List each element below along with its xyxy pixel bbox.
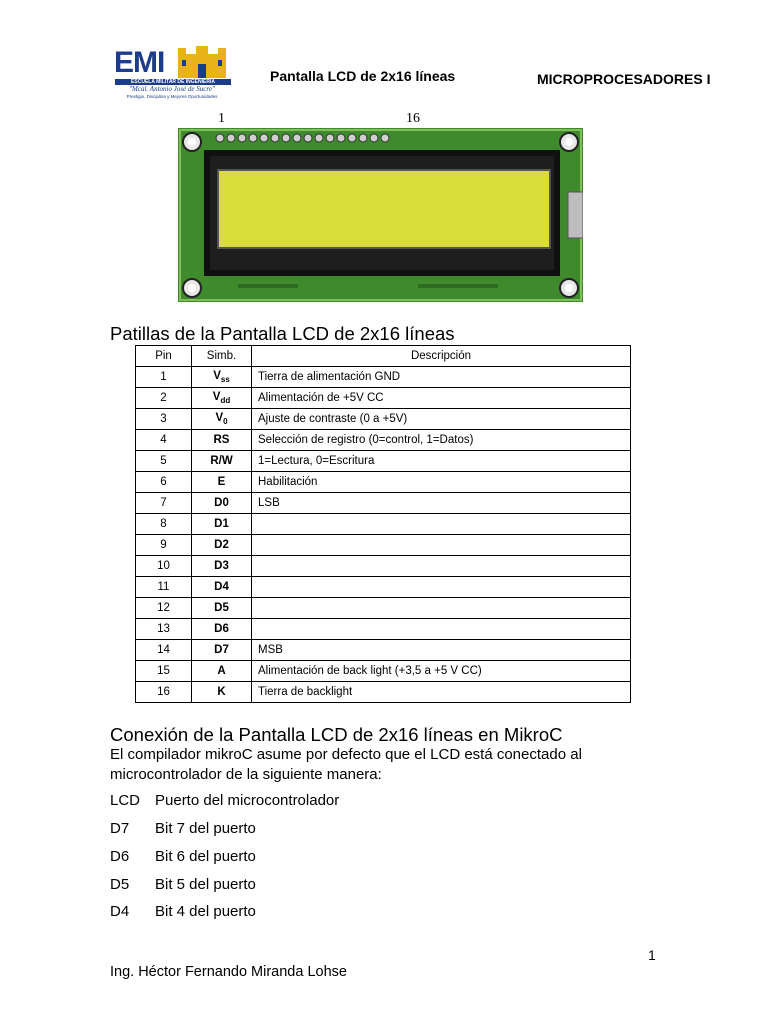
mapping-header [110, 792, 339, 809]
table-row [136, 640, 631, 661]
cell-symbol [192, 640, 252, 661]
logo-motto: "Mcal. Antonio José de Sucre" [129, 85, 215, 93]
cell-pin: 9 [136, 535, 192, 556]
mapping-right: Bit 7 del puerto [155, 820, 256, 837]
cell-symbol [192, 682, 252, 703]
mapping-right: Bit 6 del puerto [155, 848, 256, 865]
cell-pin: 8 [136, 514, 192, 535]
cell-symbol [192, 514, 252, 535]
header-course: MICROPROCESADORES I [537, 71, 711, 87]
mapping-row [110, 820, 256, 837]
cell-pin: 13 [136, 619, 192, 640]
cell-symbol [192, 451, 252, 472]
symbol-text: V [212, 391, 221, 403]
cell-description: LSB [252, 493, 631, 514]
symbol-text: V [213, 370, 221, 382]
cell-symbol [192, 661, 252, 682]
mapping-left: D5 [110, 876, 130, 893]
cell-pin: 4 [136, 430, 192, 451]
table-row [136, 472, 631, 493]
table-row [136, 619, 631, 640]
cell-symbol [192, 472, 252, 493]
mapping-left: D6 [110, 848, 130, 865]
cell-description: Ajuste de contraste (0 a +5V) [252, 409, 631, 430]
cell-symbol [192, 619, 252, 640]
table-row [136, 409, 631, 430]
symbol-text: D5 [214, 602, 229, 614]
column-header-description: Descripción [252, 346, 631, 367]
cell-pin: 6 [136, 472, 192, 493]
mapping-row [110, 876, 256, 893]
symbol-text: D3 [214, 560, 229, 572]
mapping-right: Puerto del microcontrolador [155, 792, 340, 809]
cell-pin: 7 [136, 493, 192, 514]
cell-pin: 11 [136, 577, 192, 598]
mapping-right: Bit 5 del puerto [155, 876, 256, 893]
pin-label-last: 16 [406, 111, 420, 126]
table-row [136, 661, 631, 682]
cell-symbol [192, 388, 252, 409]
symbol-text: D1 [214, 518, 229, 530]
cell-pin: 15 [136, 661, 192, 682]
cell-description [252, 577, 631, 598]
logo-slogan: Prestigio, Disciplina y Mejores Oportunidades [126, 94, 218, 99]
header-title: Pantalla LCD de 2x16 líneas [270, 68, 456, 84]
cell-symbol [192, 577, 252, 598]
mapping-left: D4 [110, 903, 130, 920]
intro-paragraph: El compilador mikroC asume por defecto que el LCD está conectado al microcontrolador de la siguiente manera: [110, 746, 582, 783]
table-row [136, 493, 631, 514]
cell-description: 1=Lectura, 0=Escritura [252, 451, 631, 472]
cell-pin: 16 [136, 682, 192, 703]
table-row [136, 430, 631, 451]
section-title-connection: Conexión de la Pantalla LCD de 2x16 líneas en MikroC [110, 724, 563, 745]
table-row [136, 682, 631, 703]
section-title-pins: Patillas de la Pantalla LCD de 2x16 líneas [110, 323, 455, 344]
cell-description: Alimentación de +5V CC [252, 388, 631, 409]
column-header-symbol: Simb. [192, 346, 252, 367]
cell-pin: 2 [136, 388, 192, 409]
cell-description: Alimentación de back light (+3,5 a +5 V CC) [252, 661, 631, 682]
table-row [136, 598, 631, 619]
logo-school: ESCUELA MILITAR DE INGENIERIA [115, 79, 231, 85]
symbol-subscript: ss [220, 375, 230, 384]
cell-symbol [192, 556, 252, 577]
cell-pin: 14 [136, 640, 192, 661]
table-row [136, 388, 631, 409]
mapping-right: Bit 4 del puerto [155, 903, 256, 920]
mapping-row [110, 903, 256, 920]
mapping-left: D7 [110, 820, 130, 837]
cell-pin: 3 [136, 409, 192, 430]
mapping-left: LCD [110, 792, 141, 809]
cell-description: Habilitación [252, 472, 631, 493]
table-row [136, 556, 631, 577]
symbol-subscript: 0 [223, 417, 228, 426]
pin-table [135, 345, 631, 703]
cell-symbol [192, 535, 252, 556]
cell-symbol [192, 493, 252, 514]
cell-description [252, 535, 631, 556]
symbol-text: D4 [214, 581, 229, 593]
table-row [136, 535, 631, 556]
cell-description: MSB [252, 640, 631, 661]
table-row [136, 577, 631, 598]
cell-pin: 1 [136, 367, 192, 388]
symbol-subscript: dd [220, 396, 231, 405]
column-header-pin: Pin [136, 346, 192, 367]
table-row [136, 514, 631, 535]
symbol-text: D2 [214, 539, 229, 551]
cell-symbol [192, 409, 252, 430]
cell-description [252, 514, 631, 535]
mapping-row [110, 848, 256, 865]
symbol-text: D0 [214, 497, 229, 509]
castle-logo-icon [176, 46, 228, 80]
cell-pin: 5 [136, 451, 192, 472]
cell-pin: 12 [136, 598, 192, 619]
symbol-text: R/W [210, 455, 233, 467]
page-number: 1 [648, 947, 656, 963]
symbol-text: D6 [214, 623, 229, 635]
symbol-text: RS [213, 434, 230, 446]
symbol-text: V [215, 412, 224, 424]
cell-description: Tierra de backlight [252, 682, 631, 703]
table-row [136, 367, 631, 388]
footer-author: Ing. Héctor Fernando Miranda Lohse [110, 964, 347, 980]
logo-text: EMI [114, 46, 165, 79]
cell-description: Tierra de alimentación GND [252, 367, 631, 388]
pin-label-first: 1 [218, 111, 225, 126]
cell-symbol [192, 367, 252, 388]
lcd-module-image [178, 128, 583, 302]
symbol-text: A [217, 665, 226, 677]
table-header-row [136, 346, 631, 367]
table-row [136, 451, 631, 472]
symbol-text: D7 [214, 644, 229, 656]
cell-symbol [192, 430, 252, 451]
symbol-text: E [217, 476, 226, 488]
cell-description [252, 598, 631, 619]
cell-description [252, 556, 631, 577]
cell-description [252, 619, 631, 640]
cell-symbol [192, 598, 252, 619]
cell-description: Selección de registro (0=control, 1=Datos) [252, 430, 631, 451]
symbol-text: K [217, 686, 226, 698]
cell-pin: 10 [136, 556, 192, 577]
